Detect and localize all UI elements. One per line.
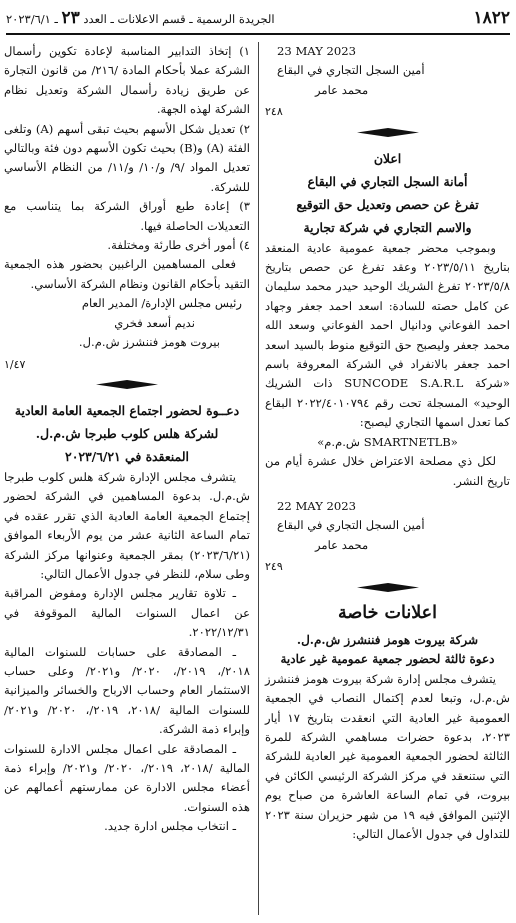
header-title: الجريدة الرسمية ـ قسم الاعلانات ـ العدد <box>83 12 275 26</box>
signer-title: أمين السجل التجاري في البقاع <box>277 518 425 533</box>
running-header <box>6 8 275 28</box>
agenda-item: ـ المصادقة على حسابات للسنوات المالية ٢٠١٨/، ٢٠١٩/، ٢٠٢٠/ و٢٠٢١/ وعلى حساب الاستثمار العام وحساب الارباح والخسائر والميزانية للسنوات المالية /٢٠١٨، ٢٠١٩/، ٢٠٢٠/ و٢٠٢١/ وإبراء ذمة الشركة. <box>4 644 250 737</box>
signer-title: أمين السجل التجاري في البقاع <box>277 63 425 78</box>
agenda-item: ٣) إعادة طبع أوراق الشركة بما يتناسب مع التعديلات الحاصلة فيها. <box>4 199 250 233</box>
issue-number: ٢٣ <box>61 8 80 28</box>
notice-heading: دعــوة لحضور اجتماع الجمعية العامة العادية <box>14 402 240 418</box>
left-column <box>4 42 250 917</box>
right-column <box>265 42 510 917</box>
notice-number: ١/٤٧ <box>4 357 26 371</box>
invitation-title: دعوة ثالثة لحضور جمعية عمومية غير عادية <box>280 652 495 667</box>
notice-heading: أمانة السجل التجاري في البقاع <box>307 173 468 189</box>
agenda-item: ٢) تعديل شكل الأسهم بحيث تبقى أسهم (A) وتلغى الفئة (A) و(B) بحيث تكون الأسهم دون فئة وبالتالي تعديل المواد /٩/ و/١٠/ و/١١/ من النظام الأساسي للشركة. <box>4 121 250 194</box>
ornament-divider <box>4 380 250 389</box>
page-header <box>6 8 510 28</box>
agenda-item: ـ المصادقة على اعمال مجلس الادارة للسنوات المالية /٢٠١٨، ٢٠١٩/، ٢٠٢٠/ و٢٠٢١/ وإبراء ذمة أعضاء مجلس الادارة عن ممارستهم أعمالهم عن هذه السنوات. <box>4 741 251 814</box>
agenda-item: ٤) أمور أخرى طارئة ومختلفة. <box>107 238 250 253</box>
company-title: شركة بيروت هومز فننشرز ش.م.ل. <box>296 632 479 647</box>
notice-heading: المنعقدة في ٢٠٢٣/٦/٢١ <box>65 448 189 464</box>
section-title: اعلانات خاصة <box>338 602 437 623</box>
notice-number: ٢٤٨ <box>265 105 283 119</box>
notice-body: وبموجب محضر جمعية عمومية عادية المنعقد بتاريخ ٢٠٢٣/٥/١١ وعقد تفرغ عن حصص بتاريخ ٢٠٢٣/٥/٨ تفرغ الشريك الوحيد حيدر محمد سليمان عن كامل حصته للسادة: اسعد احمد جعفر وجهاد احمد الفوعاني ودانيال احمد الفوعاني وسعد الله محمد جعفر وليصبح حق التوقيع منوط بالسيد اسعد احمد جعفر بالانفراد في الشركة المعروفة باسم «شركة SUNCODE S.A.R.L ذات الشريك الوحيد» المسجلة تحت رقم ٢٠٢٢/٤٠١٠٧٩٤ البقاع كما تعدل اسمها التجاري ليصبح: <box>265 240 510 430</box>
signer-name: محمد عامر <box>315 82 369 97</box>
column-divider <box>258 42 259 915</box>
ornament-divider <box>265 583 510 592</box>
notice-heading: اعلان <box>373 150 402 166</box>
notice-heading: تفرغ عن حصص وتعديل حق التوقيع <box>296 196 479 212</box>
issue-date: ـ ٢٠٢٣/٦/١ <box>6 12 58 26</box>
page-number: ١٨٢٢ <box>473 8 510 28</box>
header-rule <box>6 33 510 35</box>
notice-body: يتشرف مجلس الإدارة شركة هلس كلوب طبرجا ش.م.ل. بدعوة المساهمين في الشركة لحضور إجتماع الجمعية العامة العادية الذي تقرر عقده في تمام الساعة الثانية عشر من يوم الأربعاء الموافق (٢٠٢٣/٦/٢١) بمقر الجمعية وعنوانها مركز الشركة وطى سلام، للنظر في جدول الأعمال التالي: <box>4 469 250 581</box>
closing-text: فعلى المساهمين الراغبين بحضور هذه الجمعية التقيد بأحكام القانون ونظام الشركة الأساسي. <box>4 257 250 291</box>
notice-date: 23 MAY 2023 <box>277 44 357 58</box>
new-company-name: «SMARTNETLB ش.م.م» <box>317 434 458 449</box>
notice-heading: لشركة هلس كلوب طبرجا ش.م.ل. <box>35 425 219 441</box>
notice-number: ٢٤٩ <box>265 560 283 574</box>
notice-body: لكل ذي مصلحة الاعتراض خلال عشرة أيام من تاريخ النشر. <box>265 454 510 488</box>
notice-date: 22 MAY 2023 <box>277 498 357 513</box>
signer-name: محمد عامر <box>315 537 369 552</box>
invitation-body: يتشرف مجلس إدارة شركة بيروت هومز فننشرز ش.م.ل، وتبعا لعدم إكتمال النصاب في الجمعية العمومية غير العادية التي انعقدت بتاريخ ١٧ أيار ٢٠٢٣، بدعوة حضرات مساهمي الشركة للمرة الثالثة لحضور الجمعية العمومية غير العادية للشركة التي ستنعقد في مركز الشركة الرئيسي الكائن في بيروت، في تمام الساعة العاشرة من صباح يوم الإثنين الموافق فيه ١٩ من شهر حزيران سنة ٢٠٢٣ للتداول في جدول الأعمال التالي: <box>265 671 510 841</box>
ornament-divider <box>265 128 510 137</box>
notice-heading: والاسم التجاري في شركة تجارية <box>303 219 472 235</box>
signer-company: بيروت هومز فننشرز ش.م.ل. <box>78 335 220 350</box>
agenda-item: ـ تلاوة تقارير مجلس الإدارة ومفوض المراقبة عن اعمال السنوات المالية الموقوفة في ٢٠٢٢/١٢/٣١. <box>4 586 250 640</box>
signer-name: نديم أسعد فخري <box>114 315 195 330</box>
signer-role: رئيس مجلس الإدارة/ المدير العام <box>81 296 242 311</box>
agenda-item: ـ انتخاب مجلس ادارة جديد. <box>104 819 236 834</box>
agenda-item: ١) إتخاذ التدابير المناسبة لإعادة تكوين رأسمال الشركة عملا بأحكام المادة /٢١٦/ من قانون التجارة عن طريق زيادة رأسمال الشركة وتعديل نظام الشركة لهذه الجهة. <box>4 44 250 117</box>
